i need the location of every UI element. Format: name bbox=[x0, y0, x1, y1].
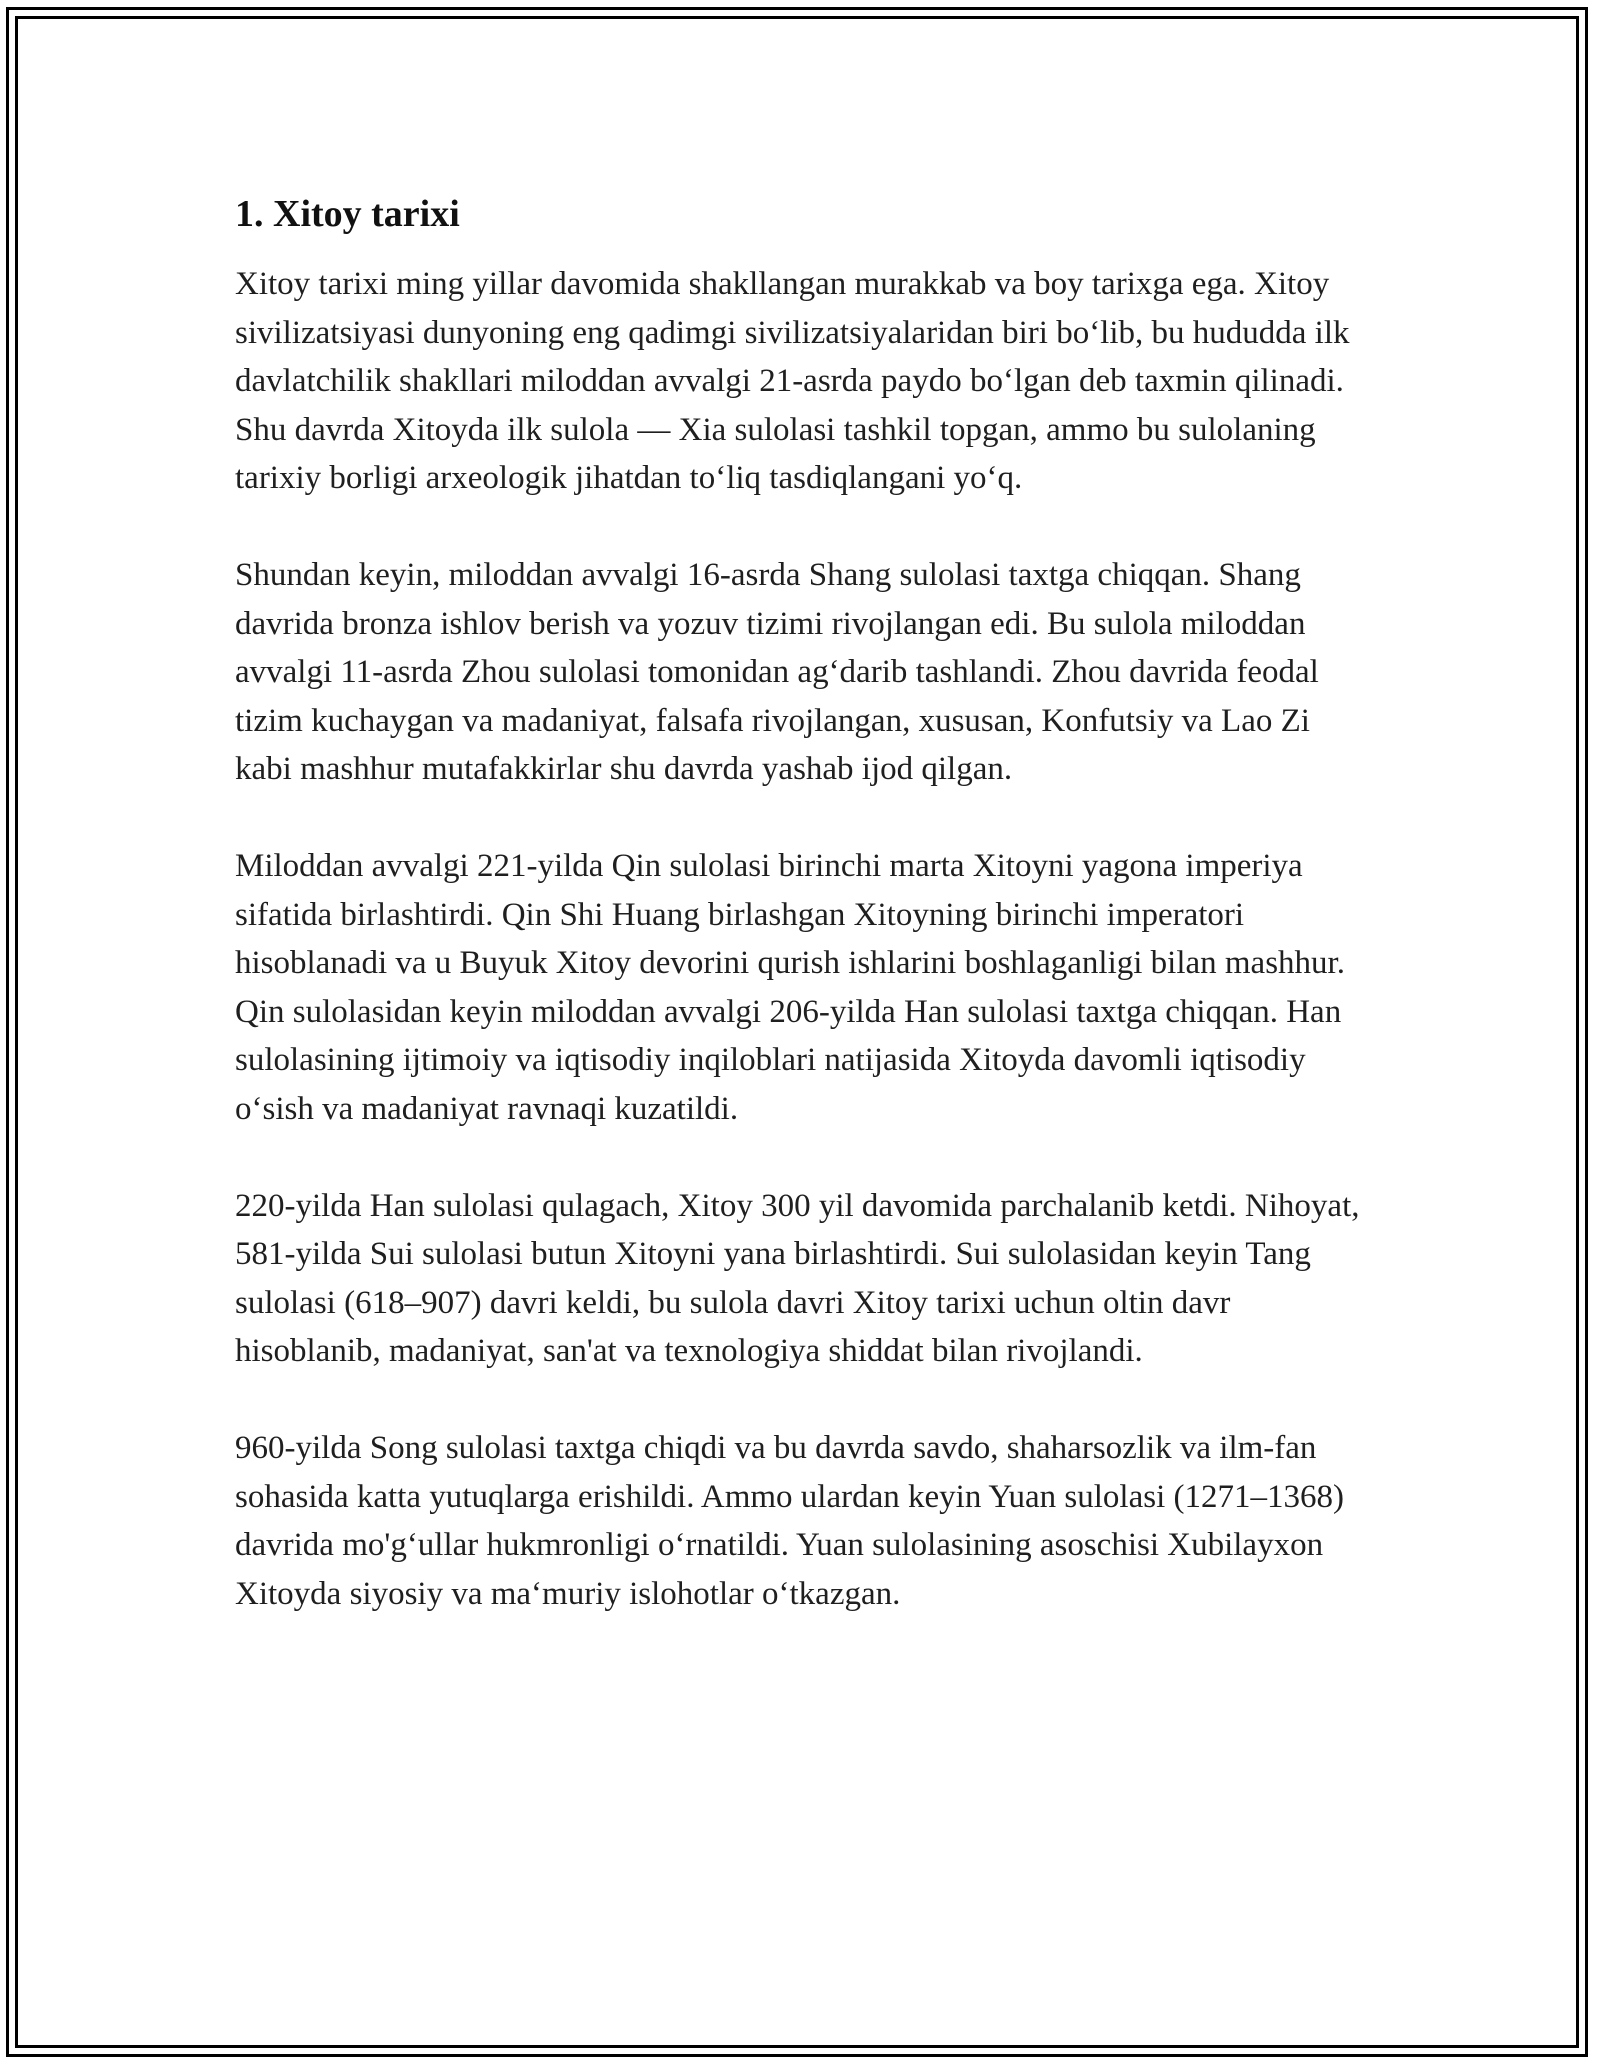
section-title: 1. Xitoy tarixi bbox=[235, 193, 460, 235]
paragraph-3: Miloddan avvalgi 221-yilda Qin sulolasi birinchi marta Xitoyni yagona imperiya sifatida birlashtirdi. Qin Shi Huang birlashgan Xitoyning birinchi imperatori hisoblanadi va u Buyuk Xitoy devorini qurish ishlarini boshlaganligi bilan mashhur. Qin sulolasidan keyin miloddan avvalgi 206-yilda Han sulolasi taxtga chiqqan. Han sulolasining ijtimoiy va iqtisodiy inqiloblari natijasida Xitoyda davomli iqtisodiy o‘sish va madaniyat ravnaqi kuzatildi. bbox=[235, 848, 1345, 1127]
paragraph-5: 960-yilda Song sulolasi taxtga chiqdi va bu davrda savdo, shaharsozlik va ilm-fan sohasida katta yutuqlarga erishildi. Ammo ulardan keyin Yuan sulolasi (1271–1368) davrida mo'g‘ullar hukmronligi o‘rnatildi. Yuan sulolasining asoschisi Xubilayxon Xitoyda siyosiy va ma‘muriy islohotlar o‘tkazgan. bbox=[235, 1430, 1344, 1612]
document-body bbox=[235, 190, 1370, 1667]
paragraph-1: Xitoy tarixi ming yillar davomida shakllangan murakkab va boy tarixga ega. Xitoy sivilizatsiyasi dunyoning eng qadimgi sivilizatsiyalaridan biri bo‘lib, bu hududda ilk davlatchilik shakllari miloddan avvalgi 21-asrda paydo bo‘lgan deb taxmin qilinadi. Shu davrda Xitoyda ilk sulola — Xia sulolasi tashkil topgan, ammo bu sulolaning tarixiy borligi arxeologik jihatdan to‘liq tasdiqlangani yo‘q. bbox=[235, 266, 1350, 496]
paragraph-2: Shundan keyin, miloddan avvalgi 16-asrda Shang sulolasi taxtga chiqqan. Shang davrida bronza ishlov berish va yozuv tizimi rivojlangan edi. Bu sulola miloddan avvalgi 11-asrda Zhou sulolasi tomonidan ag‘darib tashlandi. Zhou davrida feodal tizim kuchaygan va madaniyat, falsafa rivojlangan, xususan, Konfutsiy va Lao Zi kabi mashhur mutafakkirlar shu davrda yashab ijod qilgan. bbox=[235, 557, 1319, 787]
paragraph-4: 220-yilda Han sulolasi qulagach, Xitoy 300 yil davomida parchalanib ketdi. Nihoyat, 581-yilda Sui sulolasi butun Xitoyni yana birlashtirdi. Sui sulolasidan keyin Tang sulolasi (618–907) davri keldi, bu sulola davri Xitoy tarixi uchun oltin davr hisoblanib, madaniyat, san'at va texnologiya shiddat bilan rivojlandi. bbox=[235, 1187, 1360, 1369]
